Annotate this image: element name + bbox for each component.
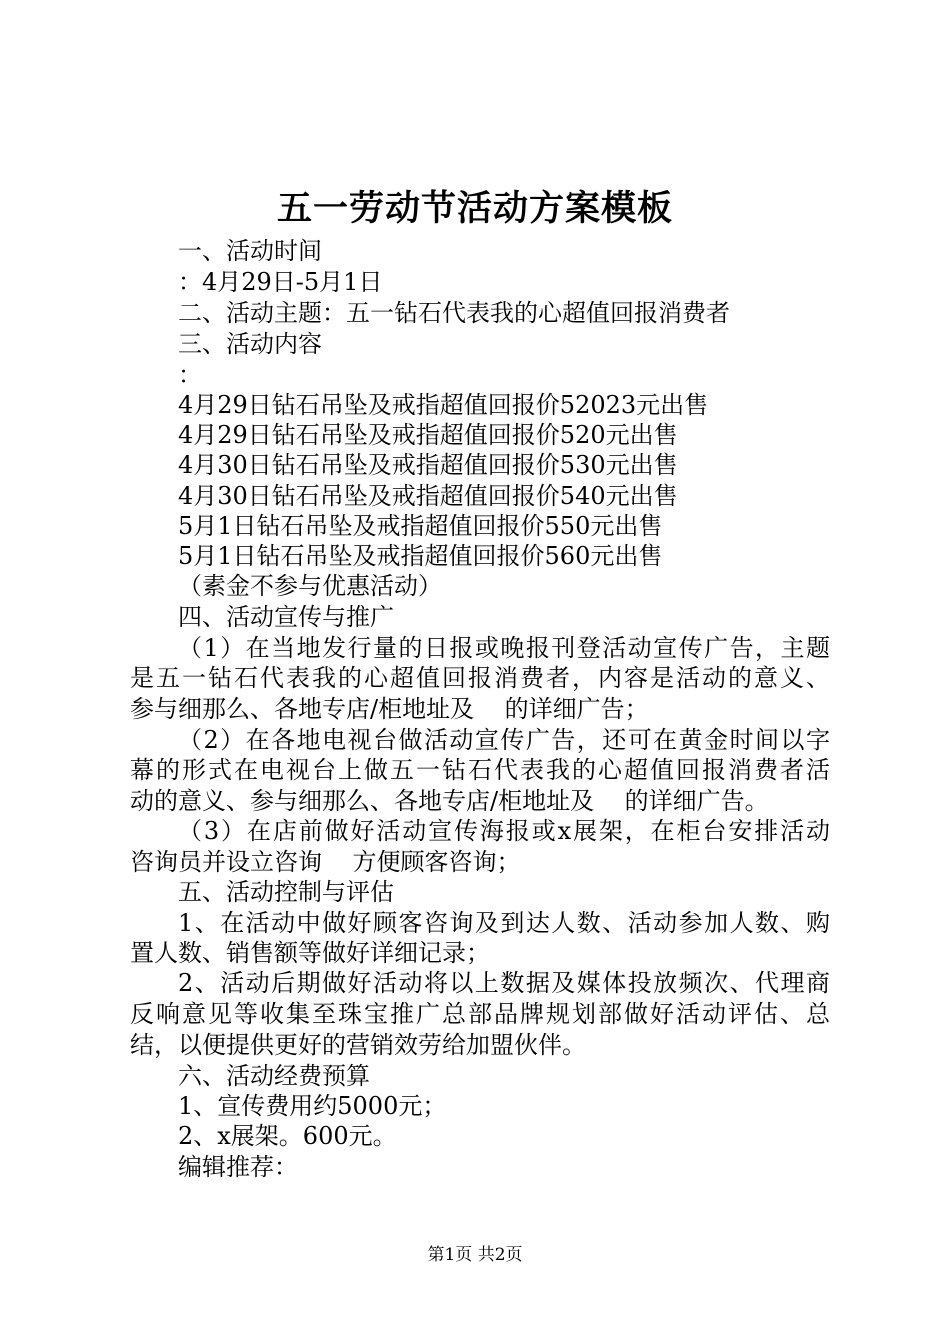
price-line: 4月30日钻石吊坠及戒指超值回报价530元出售 (178, 451, 678, 479)
paragraph-line: （3）在店前做好活动宣传海报或x展架，在柜台安排活动 (178, 817, 830, 845)
paragraph-line: （1）在当地发行量的日报或晚报刊登活动宣传广告，主题 (178, 634, 830, 662)
paragraph-line: 结，以便提供更好的营销效劳给加盟伙伴。 (130, 1031, 586, 1059)
price-line: 5月1日钻石吊坠及戒指超值回报价550元出售 (178, 512, 663, 540)
section-heading-promotion: 四、活动宣传与推广 (178, 603, 394, 631)
text-line: ：4月29日-5月1日 (178, 268, 383, 296)
price-line: 4月29日钻石吊坠及戒指超值回报价520元出售 (178, 421, 678, 449)
price-line: 5月1日钻石吊坠及戒指超值回报价560元出售 (178, 542, 663, 570)
document-title: 五一劳动节活动方案模板 (276, 188, 673, 229)
text-line: 2、x展架。600元。 (178, 1122, 397, 1150)
price-line: 4月30日钻石吊坠及戒指超值回报价540元出售 (178, 482, 678, 510)
section-heading-theme: 二、活动主题：五一钻石代表我的心超值回报消费者 (178, 299, 730, 327)
section-heading-control: 五、活动控制与评估 (178, 878, 394, 906)
paragraph-line: 置人数、销售额等做好详细记录； (130, 939, 490, 967)
text-line: （素金不参与优惠活动） (178, 572, 442, 600)
paragraph-line: 2、活动后期做好活动将以上数据及媒体投放频次、代理商 (178, 969, 830, 997)
section-heading-content: 三、活动内容 (178, 330, 322, 358)
paragraph-line: （2）在各地电视台做活动宣传广告，还可在黄金时间以字 (178, 726, 830, 754)
text-line: 编辑推荐： (178, 1153, 298, 1181)
paragraph-line: 是五一钻石代表我的心超值回报消费者，内容是活动的意义、 (130, 664, 830, 692)
text-line: ： (178, 361, 202, 389)
section-heading-budget: 六、活动经费预算 (178, 1062, 370, 1090)
paragraph-line: 参与细那么、各地专店/柜地址及 的详细广告； (130, 695, 649, 723)
text-line: 1、宣传费用约5000元； (178, 1092, 447, 1120)
price-line: 4月29日钻石吊坠及戒指超值回报价52023元出售 (178, 391, 709, 419)
section-heading-time: 一、活动时间 (178, 237, 322, 265)
page-footer: 第1页 共2页 (427, 1245, 523, 1265)
paragraph-line: 动的意义、参与细那么、各地专店/柜地址及 的详细广告。 (130, 787, 769, 815)
paragraph-line: 1、在活动中做好顾客咨询及到达人数、活动参加人数、购 (178, 909, 830, 937)
paragraph-line: 咨询员并设立咨询 方便顾客咨询； (130, 848, 521, 876)
paragraph-line: 反响意见等收集至珠宝推广总部品牌规划部做好活动评估、总 (130, 1000, 830, 1028)
paragraph-line: 幕的形式在电视台上做五一钻石代表我的心超值回报消费者活 (130, 756, 830, 784)
